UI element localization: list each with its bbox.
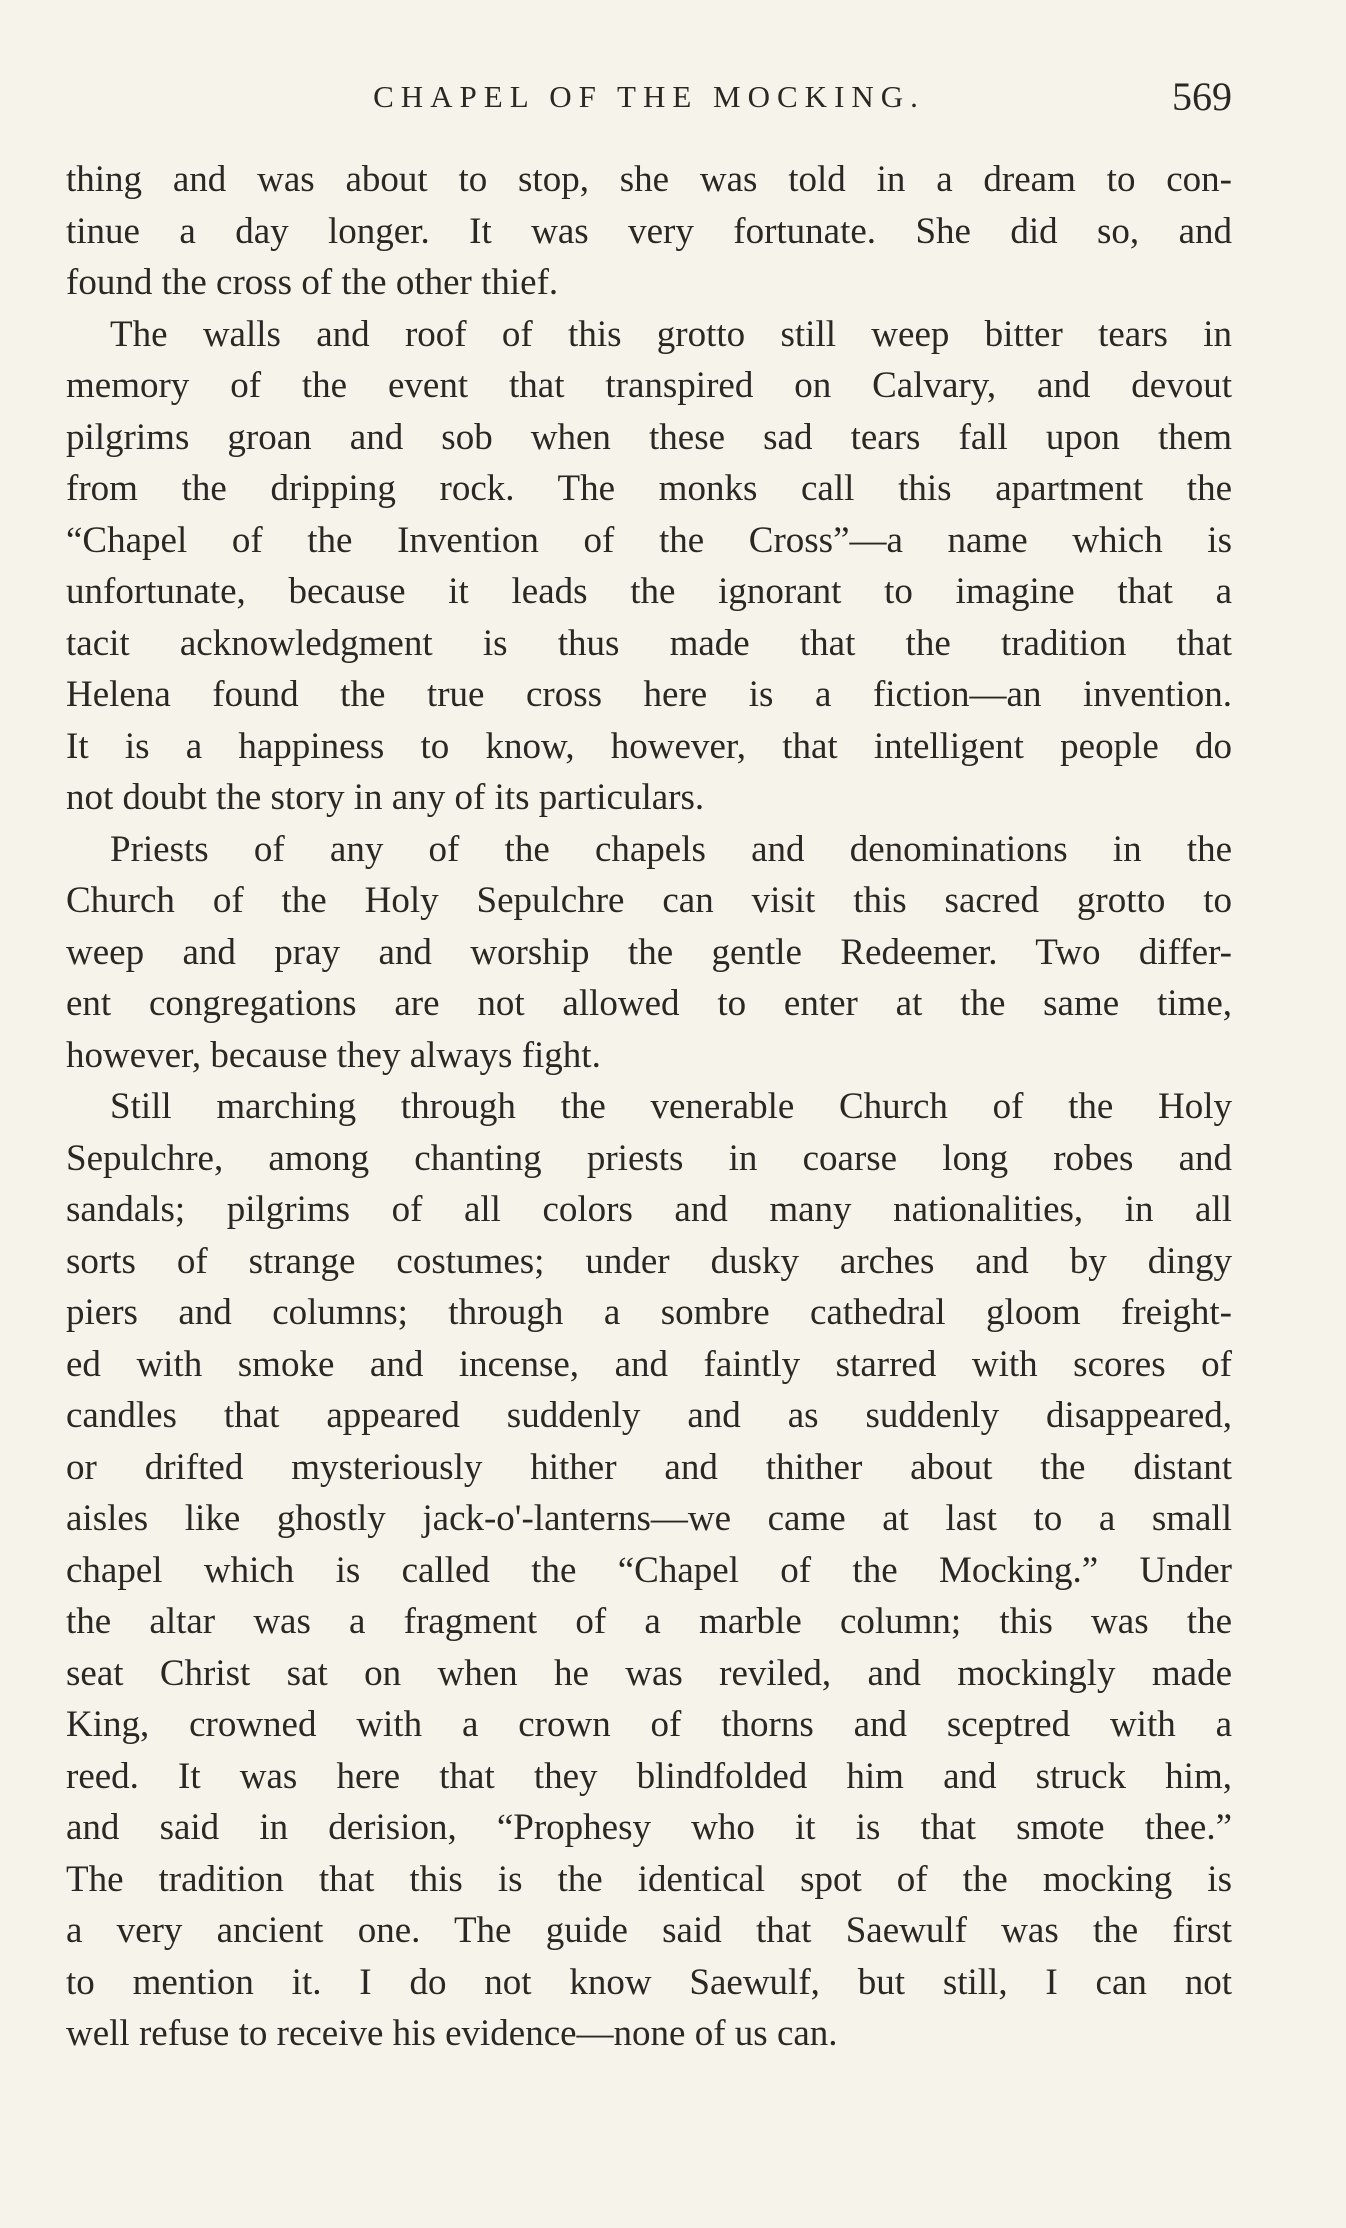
text-line: the altar was a fragment of a marble column; this was the bbox=[66, 1601, 1232, 1642]
text-line: “Chapel of the Invention of the Cross”—a name which is bbox=[66, 519, 1232, 561]
text-line: to mention it. I do not know Saewulf, but still, I can not bbox=[66, 1961, 1232, 2003]
text-line: well refuse to receive his evidence—none of us can. bbox=[66, 2013, 838, 2054]
text-line: Still marching through the venerable Church of the Holy bbox=[110, 1086, 1232, 1127]
text-line: aisles like ghostly jack-o'-lanterns—we came at last to a small bbox=[66, 1498, 1232, 1539]
text-line: sorts of strange costumes; under dusky arches and by dingy bbox=[66, 1240, 1232, 1282]
text-line: and said in derision, “Prophesy who it is that smote thee.” bbox=[66, 1807, 1232, 1848]
text-line: or drifted mysteriously hither and thither about the distant bbox=[66, 1446, 1232, 1488]
text-line: tacit acknowledgment is thus made that the tradition that bbox=[66, 622, 1232, 664]
text-line: King, crowned with a crown of thorns and sceptred with a bbox=[66, 1704, 1232, 1745]
text-line: Sepulchre, among chanting priests in coarse long robes and bbox=[66, 1137, 1232, 1179]
text-line: tinue a day longer. It was very fortunate. She did so, and bbox=[66, 210, 1232, 252]
text-line: not doubt the story in any of its particulars. bbox=[66, 777, 705, 818]
text-line: ent congregations are not allowed to enter at the same time, bbox=[66, 983, 1232, 1024]
running-head bbox=[66, 72, 1232, 122]
text-line: weep and pray and worship the gentle Redeemer. Two differ- bbox=[66, 931, 1232, 973]
text-line: Priests of any of the chapels and denominations in the bbox=[110, 828, 1232, 870]
text-line: It is a happiness to know, however, that intelligent people do bbox=[66, 725, 1232, 767]
text-line: pilgrims groan and sob when these sad tears fall upon them bbox=[66, 416, 1232, 458]
text-line: from the dripping rock. The monks call this apartment the bbox=[66, 468, 1232, 509]
text-line: candles that appeared suddenly and as suddenly disappeared, bbox=[66, 1395, 1232, 1436]
text-line: a very ancient one. The guide said that Saewulf was the first bbox=[66, 1910, 1232, 1951]
text-line: thing and was about to stop, she was told in a dream to con- bbox=[66, 159, 1232, 200]
text-line: reed. It was here that they blindfolded him and struck him, bbox=[66, 1755, 1232, 1797]
text-line: The tradition that this is the identical spot of the mocking is bbox=[66, 1858, 1232, 1900]
text-line: Helena found the true cross here is a fiction—an invention. bbox=[66, 674, 1232, 715]
body-text bbox=[66, 154, 1232, 2060]
text-line: chapel which is called the “Chapel of the Mocking.” Under bbox=[66, 1549, 1232, 1591]
text-line: unfortunate, because it leads the ignorant to imagine that a bbox=[66, 571, 1232, 612]
text-line: however, because they always fight. bbox=[66, 1034, 601, 1076]
text-line: seat Christ sat on when he was reviled, and mockingly made bbox=[66, 1652, 1232, 1694]
text-line: The walls and roof of this grotto still weep bitter tears in bbox=[110, 313, 1232, 355]
text-line: ed with smoke and incense, and faintly starred with scores of bbox=[66, 1343, 1232, 1385]
running-title: CHAPEL OF THE MOCKING. bbox=[373, 79, 925, 114]
text-line: memory of the event that transpired on Calvary, and devout bbox=[66, 365, 1232, 406]
text-line: Church of the Holy Sepulchre can visit this sacred grotto to bbox=[66, 880, 1232, 921]
page-number: 569 bbox=[1172, 74, 1232, 119]
text-line: found the cross of the other thief. bbox=[66, 262, 559, 303]
text-line: sandals; pilgrims of all colors and many nationalities, in all bbox=[66, 1189, 1232, 1230]
text-line: piers and columns; through a sombre cathedral gloom freight- bbox=[66, 1292, 1232, 1333]
